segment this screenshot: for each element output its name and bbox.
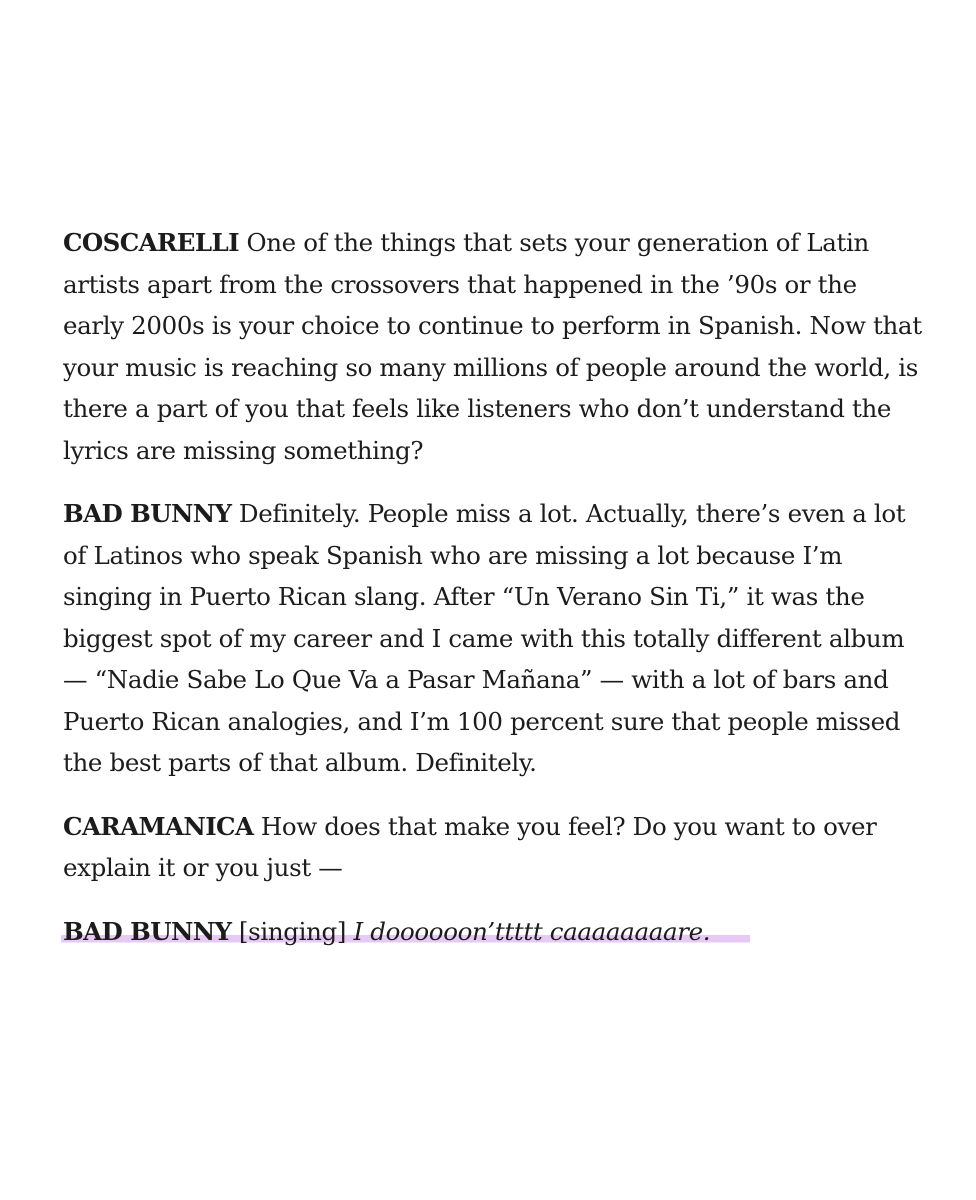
paragraph-bad-bunny-2 — [63, 911, 923, 953]
interview-transcript — [63, 222, 923, 974]
paragraph-bad-bunny-1 — [63, 493, 923, 784]
highlighted-quote — [61, 917, 750, 946]
stage-direction: [singing] — [238, 916, 347, 946]
speaker-name: CARAMANICA — [63, 811, 254, 841]
paragraph-coscarelli — [63, 222, 923, 471]
paragraph-text: Definitely. People miss a lot. Actually, there’s even a lot of Latinos who speak Spanish who are missing a lot because I’m singing in Puerto Rican slang. After “Un Verano Sin Ti,” it was the biggest spot of my career and I came with this totally different album — “Nadie Sabe Lo Que Va a Pasar Mañana” — with a lot of bars and Puerto Rican analogies, and I’m 100 percent sure that people missed the best parts of that album. Definitely. — [63, 499, 906, 777]
paragraph-caramanica — [63, 806, 923, 889]
speaker-name: COSCARELLI — [63, 228, 239, 257]
speaker-name: BAD BUNNY — [63, 916, 232, 946]
speaker-name: BAD BUNNY — [63, 499, 232, 528]
paragraph-text: One of the things that sets your generation of Latin artists apart from the crossovers that happened in the ’90s or the early 2000s is your choice to continue to perform in Spanish. Now that your music is reaching so many millions of people around the world, is there a part of you that feels like listeners who don’t understand the lyrics are missing something? — [63, 228, 922, 465]
sung-lyric: I doooooon’ttttt caaaaaaaare. — [353, 916, 711, 946]
paragraph-text: How does that make you feel? Do you want to over explain it or you just — — [63, 811, 877, 882]
